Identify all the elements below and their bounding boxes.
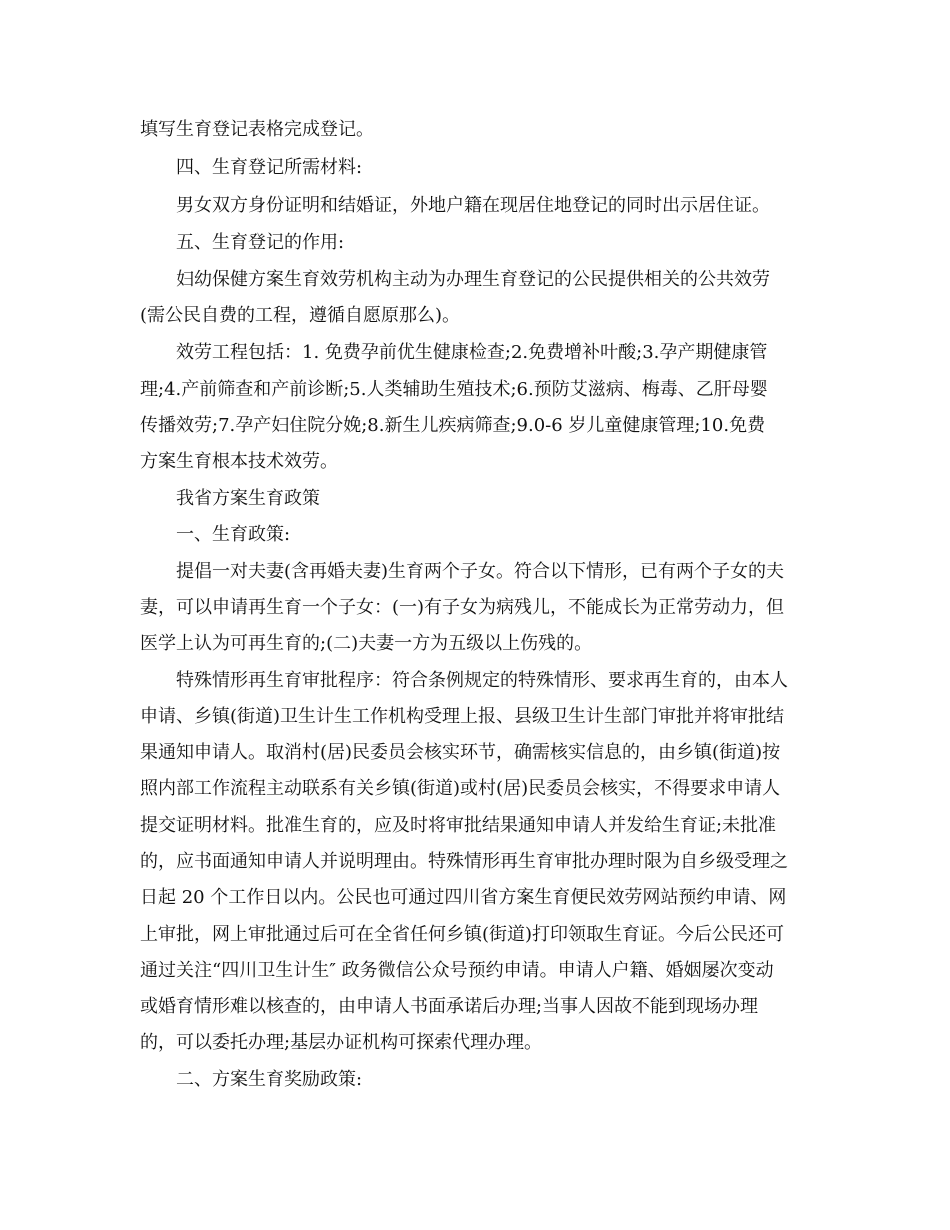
paragraph-line: 果通知申请人。取消村(居)民委员会核实环节，确需核实信息的，由乡镇(街道)按 bbox=[140, 742, 781, 763]
paragraph-line: 日起 20 个工作日以内。公民也可通过四川省方案生育便民效劳网站预约申请、网 bbox=[140, 887, 787, 908]
paragraph-line: 提倡一对夫妻(含再婚夫妻)生育两个子女。符合以下情形，已有两个子女的夫 bbox=[176, 561, 785, 582]
paragraph-line: 上审批，网上审批通过后可在全省任何乡镇(街道)打印领取生育证。今后公民还可 bbox=[140, 924, 785, 945]
section-heading: 四、生育登记所需材料: bbox=[176, 157, 363, 178]
paragraph-line: 照内部工作流程主动联系有关乡镇(街道)或村(居)民委员会核实，不得要求申请人 bbox=[140, 778, 781, 799]
paragraph-line: 理;4.产前筛查和产前诊断;5.人类辅助生殖技术;6.预防艾滋病、梅毒、乙肝母婴 bbox=[140, 379, 768, 400]
paragraph-line: 妇幼保健方案生育效劳机构主动为办理生育登记的公民提供相关的公共效劳 bbox=[176, 269, 770, 290]
paragraph-line: 填写生育登记表格完成登记。 bbox=[140, 119, 374, 140]
paragraph-line: 男女双方身份证明和结婚证，外地户籍在现居住地登记的同时出示居住证。 bbox=[176, 195, 770, 216]
paragraph-line: 方案生育根本技术效劳。 bbox=[140, 451, 338, 472]
paragraph-line: 通过关注“四川卫生计生″ 政务微信公众号预约申请。申请人户籍、婚姻屡次变动 bbox=[140, 960, 774, 981]
section-heading: 五、生育登记的作用: bbox=[176, 232, 345, 253]
paragraph-line: (需公民自费的工程，遵循自愿原那么)。 bbox=[140, 305, 461, 326]
paragraph-line: 的，应书面通知申请人并说明理由。特殊情形再生育审批办理时限为自乡级受理之 bbox=[140, 851, 788, 872]
paragraph-line: 申请、乡镇(街道)卫生计生工作机构受理上报、县级卫生计生部门审批并将审批结 bbox=[140, 706, 785, 727]
paragraph-line: 妻，可以申请再生育一个子女：(一)有子女为病残儿，不能成长为正常劳动力，但 bbox=[140, 597, 785, 618]
paragraph-line: 提交证明材料。批准生育的，应及时将审批结果通知申请人并发给生育证;未批准 bbox=[140, 815, 777, 836]
section-heading: 二、方案生育奖励政策: bbox=[176, 1069, 363, 1090]
section-heading: 一、生育政策: bbox=[176, 524, 291, 545]
paragraph-line: 或婚育情形难以核查的，由申请人书面承诺后办理;当事人因故不能到现场办理 bbox=[140, 996, 759, 1017]
paragraph-line: 医学上认为可再生育的;(二)夫妻一方为五级以上伤残的。 bbox=[140, 633, 593, 654]
paragraph-line: 特殊情形再生育审批程序：符合条例规定的特殊情形、要求再生育的，由本人 bbox=[176, 670, 788, 691]
section-title: 我省方案生育政策 bbox=[176, 488, 320, 509]
paragraph-line: 的，可以委托办理;基层办证机构可探索代理办理。 bbox=[140, 1032, 543, 1053]
paragraph-line: 效劳工程包括：1. 免费孕前优生健康检查;2.免费增补叶酸;3.孕产期健康管 bbox=[176, 342, 768, 363]
paragraph-line: 传播效劳;7.孕产妇住院分娩;8.新生儿疾病筛查;9.0-6 岁儿童健康管理;10.免费 bbox=[140, 415, 766, 436]
